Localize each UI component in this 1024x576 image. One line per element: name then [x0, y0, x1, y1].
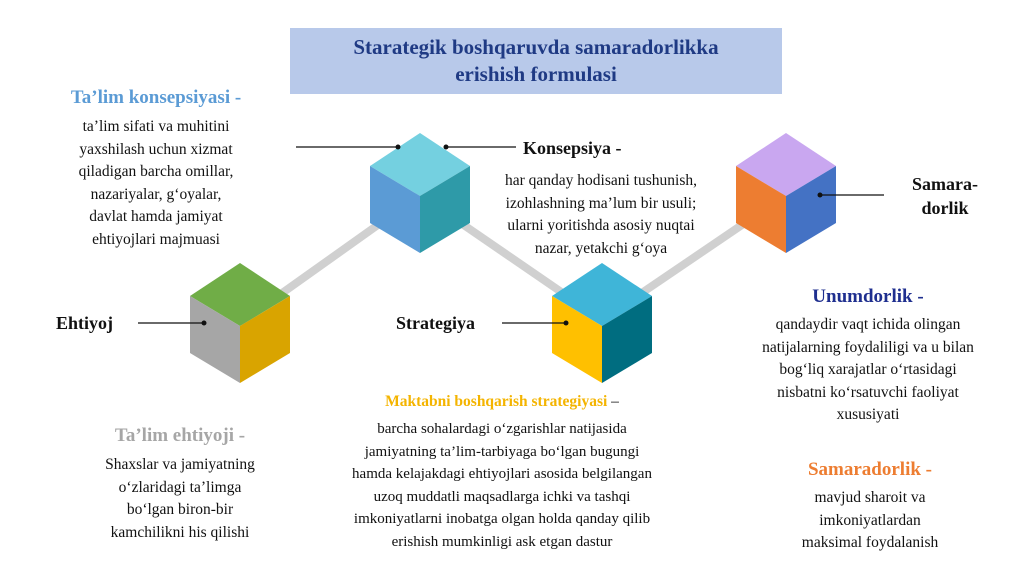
talim-ehtiyoji-text: Shaxslar va jamiyatning o‘zlaridagi ta’limga bo‘lgan biron-bir kamchilikni his qilishi — [105, 456, 255, 541]
diagram-title: Starategik boshqaruvda samaradorlikka erishish formulasi — [353, 35, 719, 86]
pointer-dot — [818, 193, 823, 198]
talim-konsepsiyasi-heading: Ta’lim konsepsiyasi - — [70, 87, 242, 108]
maktab-strategiyasi-dash: – — [607, 393, 619, 410]
maktab-strategiyasi-heading: Maktabni boshqarish strategiyasi — [385, 393, 608, 410]
talim-ehtiyoji-heading: Ta’lim ehtiyoji - — [114, 425, 246, 446]
pointer-dot — [564, 321, 569, 326]
unumdorlik-text: qandaydir vaqt ichida olingan natijalarning foydaliligi va u bilan bog‘liq xarajatlar o‘rtasidagi nisbatni ko‘rsatuvchi faoliyat xususiyati — [762, 316, 974, 423]
konsepsiya-text: har qanday hodisani tushunish, izohlashning ma’lum bir usuli; ularni yoritishda asosiy nuqtai nazar, yetakchi g‘oya — [504, 172, 697, 257]
samaradorlik-label: Samara- dorlik — [912, 174, 978, 218]
strategiya-label: Strategiya — [396, 313, 475, 333]
maktab-strategiyasi-text: barcha sohalardagi o‘zgarishlar natijasida jamiyatning ta’lim-tarbiyaga bo‘lgan bugungi hamda kelajakdagi ehtiyojlari asosida belgilangan uzoq muddatli maqsadlarga ichki va tashqi imkoniyatlarni inobatga olgan holda qanday qilib erishish mumkinligi ask etgan dastur — [352, 421, 652, 550]
pointer-dot — [202, 321, 207, 326]
pointer-dot — [396, 145, 401, 150]
talim-konsepsiyasi-text: ta’lim sifati va muhitini yaxshilash uchun xizmat qiladigan barcha omillar, nazariyalar, g‘oyalar, davlat hamda jamiyat ehtiyojlari majmuasi — [78, 118, 234, 248]
samaradorlik-text: mavjud sharoit va imkoniyatlardan maksimal foydalanish — [801, 489, 939, 551]
ehtiyoj-label: Ehtiyoj — [56, 313, 114, 333]
unumdorlik-heading: Unumdorlik - — [812, 286, 924, 307]
cube-konsepsiya — [370, 133, 470, 253]
maktab-strategiyasi-heading-row — [330, 391, 674, 413]
konsepsiya-label: Konsepsiya - — [523, 138, 622, 158]
samaradorlik-heading: Samaradorlik - — [807, 459, 933, 480]
pointer-dot — [444, 145, 449, 150]
